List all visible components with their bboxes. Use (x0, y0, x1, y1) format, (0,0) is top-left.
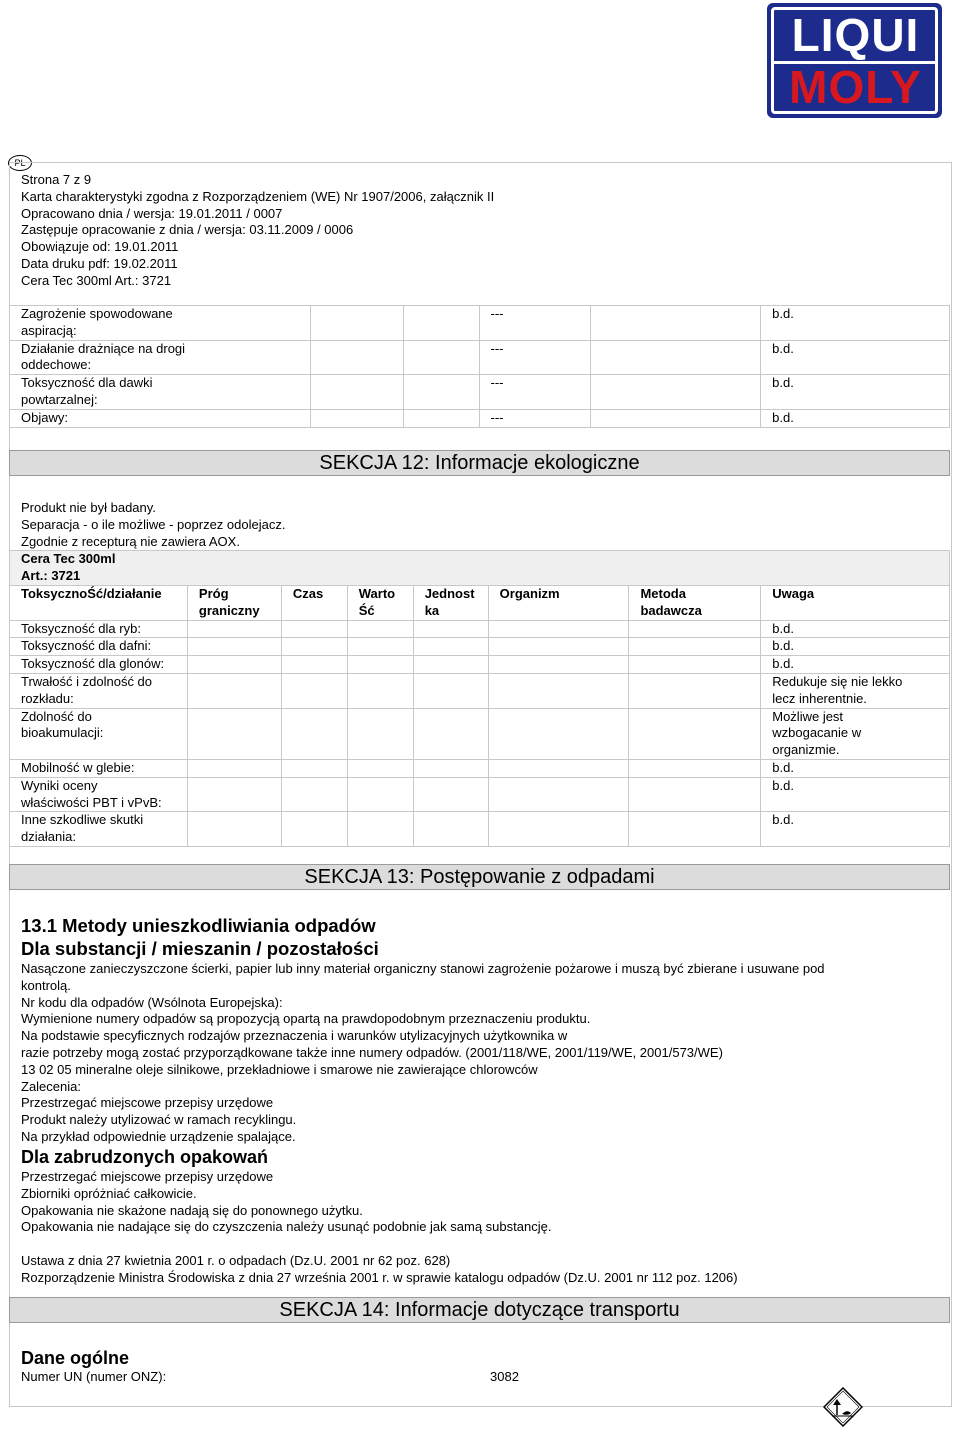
liqui-moly-logo (767, 3, 942, 118)
table-row (10, 638, 950, 656)
header-line: Opracowano dnia / wersja: 19.01.2011 / 0007 (21, 205, 283, 221)
table-cell: Zdolność do bioakumulacji: (10, 708, 188, 759)
section-13-title: SEKCJA 13: Postępowanie z odpadami (9, 864, 950, 890)
table-header-row (10, 586, 950, 621)
column-header: Warto Ść (347, 586, 413, 621)
table-cell: b.d. (761, 375, 950, 410)
table-cell: b.d. (761, 306, 950, 341)
header-line: Data druku pdf: 19.02.2011 (21, 255, 178, 271)
header-line: Karta charakterystyki zgodna z Rozporządzeniem (WE) Nr 1907/2006, załącznik II (21, 188, 495, 204)
table-cell: b.d. (761, 638, 950, 656)
table-cell: b.d. (761, 409, 950, 427)
table-cell: --- (479, 306, 591, 341)
header-line: Cera Tec 300ml Art.: 3721 (21, 272, 172, 288)
column-header: Jednost ka (413, 586, 488, 621)
column-header: Próg graniczny (187, 586, 281, 621)
table-row (10, 375, 950, 410)
table-cell: --- (479, 340, 591, 375)
table-row (10, 340, 950, 375)
table-cell: b.d. (761, 759, 950, 777)
section-13-heading-2: Dla substancji / mieszanin / pozostałości (21, 938, 379, 959)
table-cell: Możliwe jest wzbogacanie w organizmie. (761, 708, 950, 759)
column-header: Organizm (488, 586, 629, 621)
table-row (10, 759, 950, 777)
logo-text-bottom: MOLY (789, 61, 922, 113)
table-cell: b.d. (761, 656, 950, 674)
table-cell: Zagrożenie spowodowane aspiracją: (10, 306, 311, 341)
section-12-title: SEKCJA 12: Informacje ekologiczne (9, 450, 950, 476)
logo-text-top: LIQUI (791, 9, 920, 61)
table-cell: Toksyczność dla ryb: (10, 620, 188, 638)
table-row (10, 812, 950, 847)
product-name: Cera Tec 300ml (21, 551, 116, 566)
table-cell: Redukuje się nie lekko lecz inherentnie. (761, 673, 950, 708)
table-cell: b.d. (761, 812, 950, 847)
table-cell: Trwałość i zdolność do rozkładu: (10, 673, 188, 708)
table-row (10, 409, 950, 427)
section-13-heading-3: Dla zabrudzonych opakowań (21, 1147, 269, 1167)
environment-hazard-icon (823, 1387, 863, 1427)
table-row (10, 306, 950, 341)
table-cell: Działanie drażniące na drogi oddechowe: (10, 340, 311, 375)
column-header: Metoda badawcza (629, 586, 761, 621)
header-line: Strona 7 z 9 (21, 172, 92, 187)
table-cell: Toksyczność dla dawki powtarzalnej: (10, 375, 311, 410)
table-cell: --- (479, 409, 591, 427)
document-header (21, 172, 494, 290)
table-row (10, 656, 950, 674)
product-article: Art.: 3721 (21, 568, 81, 583)
table-cell: b.d. (761, 620, 950, 638)
section-13-heading-1: 13.1 Metody unieszkodliwiania odpadów (21, 915, 376, 936)
table-cell: b.d. (761, 340, 950, 375)
column-header: Uwaga (761, 586, 950, 621)
table-cell: b.d. (761, 777, 950, 812)
table-row (10, 777, 950, 812)
header-line: Obowiązuje od: 19.01.2011 (21, 239, 179, 255)
table-cell: Mobilność w glebie: (10, 759, 188, 777)
column-header: Czas (281, 586, 347, 621)
table-cell: Wyniki oceny właściwości PBT i vPvB: (10, 777, 188, 812)
language-badge: PL (8, 155, 32, 171)
section-13-law: Ustawa z dnia 27 kwietnia 2001 r. o odpadach (Dz.U. 2001 nr 62 poz. 628) Rozporządzenie Ministra Środowiska z dnia 27 września 2001 r. w sprawie katalogu odpadów (Dz.U. 2001 nr 112 poz. 1206) (21, 1253, 738, 1285)
section-12-text: Produkt nie był badany. Separacja - o ile możliwe - poprzez odolejacz. Zgodnie z recepturą nie zawiera AOX. (21, 500, 286, 549)
header-line: Zastępuje opracowanie z dnia / wersja: 03.11.2009 / 0006 (21, 222, 354, 238)
column-header: ToksycznoŚć/działanie (10, 586, 188, 621)
ecotox-table (9, 585, 950, 847)
section-14-title: SEKCJA 14: Informacje dotyczące transportu (9, 1297, 950, 1323)
table-cell: Toksyczność dla dafni: (10, 638, 188, 656)
table-row (10, 708, 950, 759)
table-cell: Objawy: (10, 409, 311, 427)
section-13-body-2: Przestrzegać miejscowe przepisy urzędowe Zbiorniki opróżniać całkowicie. Opakowania nie skażone nadają się do ponownego użytku. Opakowania nie nadające się do czyszczenia należy usunąć podobnie jak samą substancję. (21, 1169, 552, 1235)
table-row (10, 673, 950, 708)
table-cell: Toksyczność dla glonów: (10, 656, 188, 674)
toxicity-table (9, 305, 950, 428)
section-13-body: Nasączone zanieczyszczone ścierki, papier lub inny materiał organiczny stanowi zagrożenie pożarowe i muszą być zbierane i usuwane pod kontrolą. Nr kodu dla odpadów (Wsólnota Europejska): Wymienione numery odpadów są propozycją opartą na prawdopodobnym przeznaczeniu produktu. Na podstawie specyficznych rodzajów przeznaczenia i warunków utylizacyjnych użytkownika w razie potrzeby mogą zostać przyporządkowane także inne numery odpadów. (2001/118/WE, 2001/119/WE, 2001/573/WE) 13 02 05 mineralne oleje silnikowe, przekładniowe i smarowe nie zawierające chlorowców Zalecenia: Przestrzegać miejscowe przepisy urzędowe Produkt należy utylizować w ramach recyklingu. Na przykład odpowiednie urządzenie spalające. (21, 961, 825, 1144)
table-cell: Inne szkodliwe skutki działania: (10, 812, 188, 847)
un-number-label: Numer UN (numer ONZ): (21, 1369, 167, 1384)
table-cell: --- (479, 375, 591, 410)
un-number-value: 3082 (490, 1369, 519, 1384)
table-row (10, 620, 950, 638)
product-info-box (9, 550, 950, 586)
section-14-heading: Dane ogólne (21, 1348, 130, 1368)
